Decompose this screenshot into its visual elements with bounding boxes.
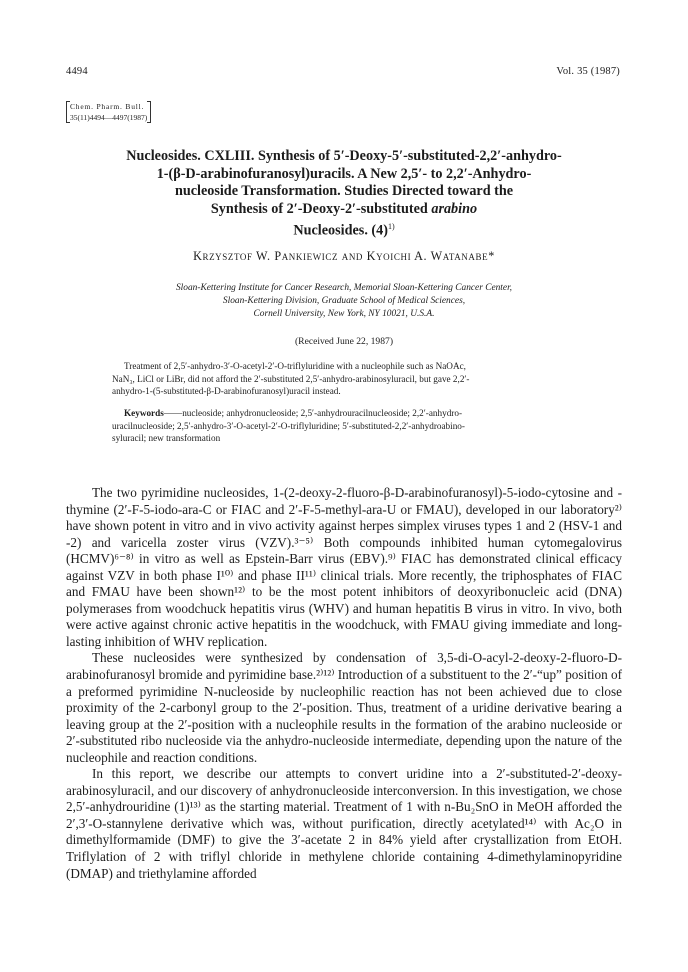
title-line: 1-(β-D-arabinofuranosyl)uracils. A New 2,5′- to 2,2′-Anhydro- bbox=[156, 165, 532, 182]
body-paragraph: In this report, we describe our attempts to convert uridine into a 2′-substituted-2′-deoxy-arabinosyluracil, and our discovery of anhydronucleoside interconversion. In this investigation, we chose 2,5′-anhydrouridine (1)¹³⁾ as the starting material. Treatment of 1 with n-Bu₂SnO in MeOH afforded the 2′,3′-O-stannylene derivative which was, without purification, directly acetylated¹⁴⁾ with Ac₂O in dimethylformamide (DMF) to give the 3′-acetate 2 in 84% yield after crystallization from EtOH. Triflylation of 2 with triflyl chloride in methylene chloride containing 4-dimethylaminopyridine (DMAP) and triethylamine afforded bbox=[66, 766, 622, 881]
journal-name: Chem. Pharm. Bull. bbox=[70, 102, 145, 111]
title-line: nucleoside Transformation. Studies Directed toward the bbox=[174, 183, 514, 199]
body-paragraph: These nucleosides were synthesized by condensation of 3,5-di-O-acyl-2-deoxy-2-fluoro-D-arabinofuranosyl bromide and pyrimidine base.²⁾¹²⁾ Introduction of a substituent to the 2′-“up” position of a preformed pyrimidine N-nucleoside by nucleophilic reaction has not been achieved due to close proximity of the 2-carbonyl group to the 2′-position. Thus, treatment of a uridine derivative bearing a leaving group at the 2′-position with a nucleophile results in the formation of the arabino nucleoside or 2′-substituted ribo nucleoside via the anhydro-nucleoside intermediate, depending upon the nature of the nucleophile and reaction conditions. bbox=[66, 650, 622, 765]
journal-citation: 35(11)4494—4497(1987) bbox=[70, 113, 148, 122]
keywords: Keywords——nucleoside; anhydronucleoside; 2,5′-anhydrouracilnucleoside; 2,2′-anhydro- uracilnucleoside; 2,5′-anhydro-3′-O-acetyl-2′-O-triflyluridine; 5′-substituted-2,2′-anhydroabino- syluracil; new transformation bbox=[112, 408, 465, 444]
title-line: Synthesis of 2′-Deoxy-2′-substituted arabino bbox=[210, 200, 478, 217]
title-line: Nucleosides. CXLIII. Synthesis of 5′-Deoxy-5′-substituted-2,2′-anhydro- bbox=[126, 148, 562, 164]
article-body bbox=[66, 485, 622, 882]
author-list: Krzysztof W. Pankiewicz and Kyoichi A. Watanabe* bbox=[193, 249, 495, 263]
abstract: Treatment of 2,5′-anhydro-3′-O-acetyl-2′-O-triflyluridine with a nucleophile such as NaOAc, NaN₃, LiCl or LiBr, did not afford the 2′-substituted 2,5′-anhydro-arabinosyluracil, but gave 2,2′- anhydro-1-(5-substituted-β-D-arabinofuranosyl)uracil instead. bbox=[112, 361, 470, 397]
received-date: (Received June 22, 1987) bbox=[294, 336, 394, 347]
volume-label: Vol. 35 (1987) bbox=[556, 66, 620, 77]
affiliation: Sloan-Kettering Institute for Cancer Research, Memorial Sloan-Kettering Cancer Center, Sloan-Kettering Division, Graduate School of Medical Sciences, Cornell University, New York, NY 10021, U.S.A. bbox=[175, 283, 513, 319]
journal-reference bbox=[66, 101, 151, 123]
page-number: 4494 bbox=[66, 66, 88, 77]
title-line: Nucleosides. $(4)^{1)}$ bbox=[293, 222, 395, 239]
keywords-label: Keywords bbox=[124, 408, 164, 418]
article-title bbox=[80, 148, 608, 240]
body-paragraph: The two pyrimidine nucleosides, 1-(2-deoxy-2-fluoro-β-D-arabinofuranosyl)-5-iodo-cytosine and -thymine (2′-F-5-iodo-ara-C or FIAC and 2′-F-5-methyl-ara-U or FMAU), developed in our laboratory²⁾ have shown potent in vitro and in vivo activity against herpes simplex viruses types 1 and 2 (HSV-1 and -2) and varicella zoster virus (VZV).³⁻⁵⁾ Both compounds inhibited human cytomegalovirus (HCMV)⁶⁻⁸⁾ in vitro as well as Epstein-Barr virus (EBV).⁹⁾ FIAC has demonstrated clinical efficacy against VZV in both phase I¹⁰⁾ and phase II¹¹⁾ clinical trials. More recently, the triphosphates of FIAC and FMAU have been shown¹²⁾ to be the most potent inhibitors of deoxyribonucleic acid (DNA) polymerases from woodchuck hepatitis virus (WHV) and human hepatitis B virus in vitro. In vivo, both were active against chronic active hepatitis in the woodchuck, with FMAU giving immediate and long-lasting inhibition of WHV replication. bbox=[66, 485, 622, 649]
